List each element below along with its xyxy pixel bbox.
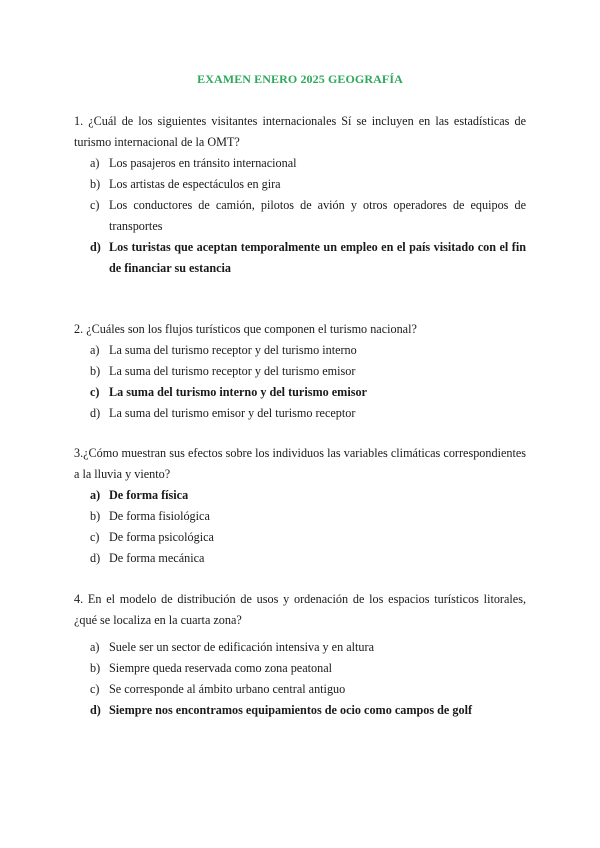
option-letter: b) (90, 177, 101, 191)
question-text: 1. ¿Cuál de los siguientes visitantes internacionales Sí se incluyen en las estadísticas de turismo internacional de la OMT? (74, 114, 526, 149)
options-list (74, 153, 526, 279)
option-text: Siempre queda reservada como zona peatonal (109, 661, 332, 675)
option-letter: a) (90, 343, 100, 357)
option-text: De forma psicológica (109, 530, 214, 544)
option-text: Los conductores de camión, pilotos de avión y otros operadores de equipos de transportes (109, 198, 526, 233)
option-d-correct (74, 700, 526, 721)
option-letter: c) (90, 198, 100, 212)
option-letter: c) (90, 385, 100, 399)
option-letter: c) (90, 682, 100, 696)
option-a (74, 153, 526, 174)
options-list (74, 637, 526, 721)
option-letter: b) (90, 364, 101, 378)
option-letter: c) (90, 530, 100, 544)
option-text: De forma fisiológica (109, 509, 210, 523)
option-text: De forma física (109, 488, 189, 502)
option-text: Los pasajeros en tránsito internacional (109, 156, 297, 170)
option-letter: d) (90, 240, 101, 254)
option-a-correct (74, 485, 526, 506)
option-a (74, 340, 526, 361)
option-letter: a) (90, 488, 101, 502)
option-letter: b) (90, 661, 101, 675)
option-d (74, 403, 526, 424)
option-letter: a) (90, 640, 100, 654)
option-d (74, 548, 526, 569)
option-text: La suma del turismo interno y del turismo emisor (109, 385, 367, 399)
option-letter: d) (90, 551, 101, 565)
option-b (74, 174, 526, 195)
question-4 (74, 589, 526, 721)
option-letter: d) (90, 703, 101, 717)
exam-title: EXAMEN ENERO 2025 GEOGRAFÍA (197, 72, 403, 86)
option-b (74, 506, 526, 527)
option-text: Los artistas de espectáculos en gira (109, 177, 281, 191)
option-c (74, 679, 526, 700)
option-c-correct (74, 382, 526, 403)
option-text: Suele ser un sector de edificación intensiva y en altura (109, 640, 374, 654)
option-letter: b) (90, 509, 101, 523)
question-text: 3.¿Cómo muestran sus efectos sobre los individuos las variables climáticas correspondientes a la lluvia y viento? (74, 446, 526, 481)
option-text: De forma mecánica (109, 551, 205, 565)
option-c (74, 527, 526, 548)
option-text: La suma del turismo receptor y del turismo interno (109, 343, 357, 357)
option-c (74, 195, 526, 237)
question-1 (74, 111, 526, 279)
option-a (74, 637, 526, 658)
option-letter: a) (90, 156, 100, 170)
options-list (74, 340, 526, 424)
question-2 (74, 319, 526, 424)
option-letter: d) (90, 406, 101, 420)
question-3 (74, 443, 526, 569)
question-text: 2. ¿Cuáles son los flujos turísticos que componen el turismo nacional? (74, 322, 417, 336)
option-text: La suma del turismo receptor y del turismo emisor (109, 364, 356, 378)
option-text: Los turistas que aceptan temporalmente un empleo en el país visitado con el fin de financiar su estancia (109, 240, 526, 275)
question-text: 4. En el modelo de distribución de usos y ordenación de los espacios turísticos litorales, ¿qué se localiza en la cuarta zona? (74, 592, 526, 627)
options-list (74, 485, 526, 569)
option-d-correct (74, 237, 526, 279)
option-text: Siempre nos encontramos equipamientos de ocio como campos de golf (109, 703, 473, 717)
option-text: La suma del turismo emisor y del turismo receptor (109, 406, 356, 420)
option-b (74, 361, 526, 382)
option-text: Se corresponde al ámbito urbano central antiguo (109, 682, 346, 696)
option-b (74, 658, 526, 679)
